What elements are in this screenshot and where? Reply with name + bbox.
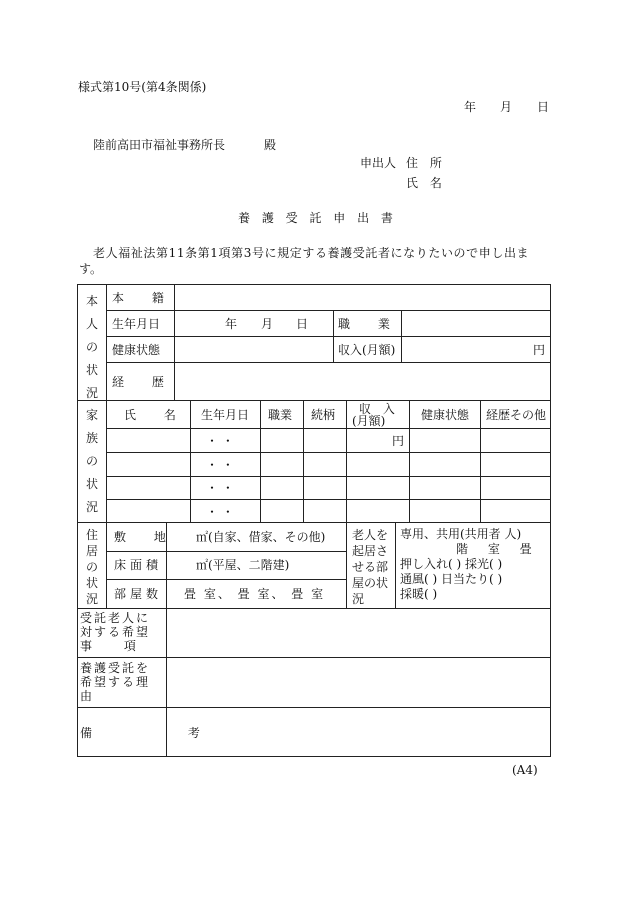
addressee-honorific: 殿 bbox=[264, 138, 277, 152]
site-value: ㎡(自家、借家、その他) bbox=[196, 530, 326, 544]
floor-area-value: ㎡(平屋、二階建) bbox=[196, 558, 290, 572]
family-income-subheader: (月額) bbox=[352, 414, 386, 428]
date-day: 日 bbox=[537, 100, 550, 114]
birth-month-unit: 月 bbox=[261, 317, 274, 331]
paper-size-note: (A4) bbox=[512, 763, 538, 777]
family-row2-birth-dots: ・ ・ bbox=[206, 458, 234, 472]
form-number: 様式第10号(第4条関係) bbox=[78, 80, 207, 94]
applicant-label: 申出人 bbox=[360, 156, 397, 170]
birth-day-unit: 日 bbox=[296, 317, 309, 331]
career-label: 経 歴 bbox=[112, 375, 176, 389]
reason-label: 養護受託を 希望する理 由 bbox=[80, 661, 151, 703]
birth-date-label: 生年月日 bbox=[112, 317, 161, 331]
body-text-line2: す。 bbox=[79, 262, 103, 276]
family-row4-birth-dots: ・ ・ bbox=[206, 505, 234, 519]
document-title: 養 護 受 託 申 出 書 bbox=[238, 211, 397, 225]
family-row1-income-unit: 円 bbox=[392, 434, 405, 448]
remarks-label: 備 考 bbox=[80, 726, 246, 740]
income-label: 収入(月額) bbox=[338, 343, 396, 357]
applicant-address-label: 住 所 bbox=[406, 156, 446, 170]
wishes-label: 受託老人に 対する希望 事 項 bbox=[80, 611, 151, 653]
family-relation-header: 続柄 bbox=[311, 408, 336, 422]
health-label: 健康状態 bbox=[112, 343, 161, 357]
room-count-value: 畳 室、 畳 室、 畳 室 bbox=[184, 587, 326, 601]
occupation-label: 職 業 bbox=[338, 317, 402, 331]
family-birth-header: 生年月日 bbox=[201, 408, 250, 422]
personal-section-label: 本 人 の 状 況 bbox=[85, 294, 98, 400]
honseki-label: 本 籍 bbox=[112, 291, 176, 305]
floor-area-label: 床面積 bbox=[114, 558, 163, 572]
elder-room-label: 老人を 起居さ せる部 屋の状 況 bbox=[352, 528, 389, 606]
residence-section-label: 住 居 の 状 況 bbox=[85, 528, 98, 606]
date-month: 月 bbox=[500, 100, 513, 114]
elder-room-detail: 専用、共用(共用者 人) 階 室 畳 押し入れ( ) 採光( ) 通風( ) 日当たり( ) 採暖( ) bbox=[400, 527, 540, 601]
family-career-header: 経歴その他 bbox=[486, 408, 547, 422]
family-occupation-header: 職業 bbox=[268, 408, 293, 422]
site-label: 敷 地 bbox=[114, 530, 178, 544]
family-name-header: 氏 名 bbox=[124, 408, 188, 422]
birth-year-unit: 年 bbox=[225, 317, 238, 331]
room-count-label: 部屋数 bbox=[114, 587, 163, 601]
family-row3-birth-dots: ・ ・ bbox=[206, 481, 234, 495]
family-income-header: 収 入 bbox=[359, 402, 399, 416]
applicant-name-label: 氏 名 bbox=[406, 176, 446, 190]
family-health-header: 健康状態 bbox=[421, 408, 470, 422]
body-text-line1: 老人福祉法第11条第1項第3号に規定する養護受託者になりたいので申し出ま bbox=[93, 246, 530, 260]
income-unit: 円 bbox=[533, 343, 546, 357]
date-year: 年 bbox=[464, 100, 477, 114]
addressee-office: 陸前高田市福祉事務所長 bbox=[93, 138, 226, 152]
family-section-label: 家 族 の 状 況 bbox=[85, 408, 98, 514]
family-row1-birth-dots: ・ ・ bbox=[206, 434, 234, 448]
